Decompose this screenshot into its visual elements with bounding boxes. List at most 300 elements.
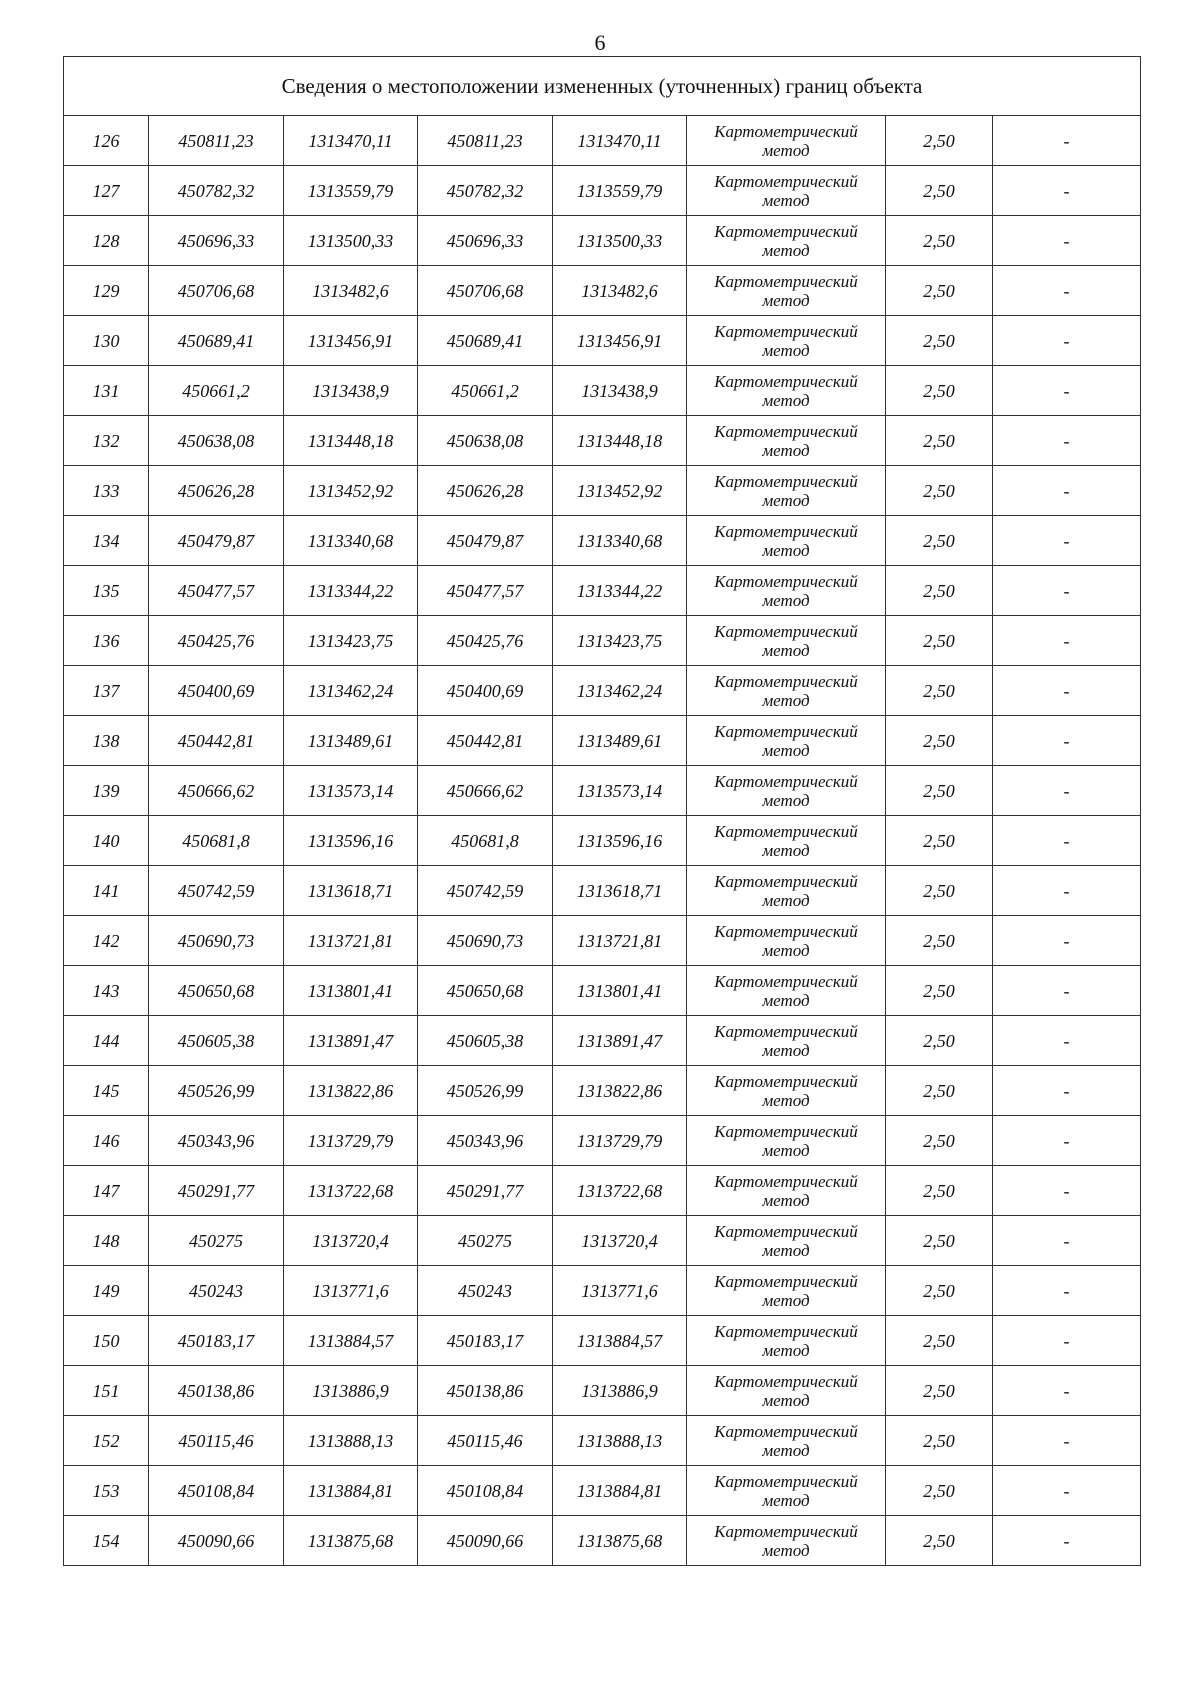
cell-existing-y: 1313438,9 bbox=[284, 366, 418, 416]
cell-refined-x: 450090,66 bbox=[418, 1516, 553, 1566]
cell-precision: 2,50 bbox=[886, 1466, 993, 1516]
cell-method bbox=[687, 566, 886, 616]
cell-refined-x: 450742,59 bbox=[418, 866, 553, 916]
cell-existing-x: 450626,28 bbox=[149, 466, 284, 516]
cell-existing-y: 1313822,86 bbox=[284, 1066, 418, 1116]
cell-method bbox=[687, 1216, 886, 1266]
cell-point-number: 136 bbox=[64, 616, 149, 666]
cell-existing-y: 1313886,9 bbox=[284, 1366, 418, 1416]
method-line-1: Картометрический bbox=[714, 1321, 858, 1341]
method-line-2: метод bbox=[762, 990, 810, 1010]
method-line-1: Картометрический bbox=[714, 1221, 858, 1241]
cell-method bbox=[687, 916, 886, 966]
cell-point-number: 135 bbox=[64, 566, 149, 616]
cell-description: - bbox=[993, 316, 1141, 366]
cell-precision: 2,50 bbox=[886, 966, 993, 1016]
cell-description: - bbox=[993, 1266, 1141, 1316]
cell-refined-x: 450243 bbox=[418, 1266, 553, 1316]
cell-point-number: 150 bbox=[64, 1316, 149, 1366]
cell-precision: 2,50 bbox=[886, 1016, 993, 1066]
cell-existing-x: 450650,68 bbox=[149, 966, 284, 1016]
method-line-2: метод bbox=[762, 790, 810, 810]
cell-refined-y: 1313482,6 bbox=[553, 266, 687, 316]
cell-existing-y: 1313500,33 bbox=[284, 216, 418, 266]
cell-point-number: 126 bbox=[64, 116, 149, 166]
cell-existing-y: 1313489,61 bbox=[284, 716, 418, 766]
method-line-1: Картометрический bbox=[714, 1421, 858, 1441]
cell-description: - bbox=[993, 1416, 1141, 1466]
method-line-2: метод bbox=[762, 1040, 810, 1060]
cell-refined-y: 1313722,68 bbox=[553, 1166, 687, 1216]
cell-method bbox=[687, 316, 886, 366]
table-row bbox=[64, 766, 1141, 816]
cell-point-number: 154 bbox=[64, 1516, 149, 1566]
cell-precision: 2,50 bbox=[886, 1316, 993, 1366]
method-line-1: Картометрический bbox=[714, 121, 858, 141]
cell-method bbox=[687, 416, 886, 466]
cell-method bbox=[687, 716, 886, 766]
method-line-2: метод bbox=[762, 1190, 810, 1210]
cell-refined-y: 1313470,11 bbox=[553, 116, 687, 166]
cell-precision: 2,50 bbox=[886, 216, 993, 266]
cell-method bbox=[687, 1016, 886, 1066]
table-row bbox=[64, 1166, 1141, 1216]
cell-point-number: 151 bbox=[64, 1366, 149, 1416]
cell-refined-y: 1313438,9 bbox=[553, 366, 687, 416]
cell-method bbox=[687, 866, 886, 916]
method-line-2: метод bbox=[762, 390, 810, 410]
cell-existing-x: 450183,17 bbox=[149, 1316, 284, 1366]
table-row bbox=[64, 966, 1141, 1016]
cell-refined-y: 1313771,6 bbox=[553, 1266, 687, 1316]
cell-existing-y: 1313559,79 bbox=[284, 166, 418, 216]
cell-existing-y: 1313344,22 bbox=[284, 566, 418, 616]
cell-method bbox=[687, 1516, 886, 1566]
cell-refined-x: 450690,73 bbox=[418, 916, 553, 966]
cell-precision: 2,50 bbox=[886, 166, 993, 216]
method-line-1: Картометрический bbox=[714, 621, 858, 641]
cell-existing-x: 450108,84 bbox=[149, 1466, 284, 1516]
cell-existing-y: 1313888,13 bbox=[284, 1416, 418, 1466]
method-line-1: Картометрический bbox=[714, 221, 858, 241]
method-line-2: метод bbox=[762, 490, 810, 510]
cell-refined-x: 450291,77 bbox=[418, 1166, 553, 1216]
cell-existing-y: 1313423,75 bbox=[284, 616, 418, 666]
method-line-2: метод bbox=[762, 1390, 810, 1410]
table-row bbox=[64, 1266, 1141, 1316]
cell-method bbox=[687, 1366, 886, 1416]
cell-existing-y: 1313884,57 bbox=[284, 1316, 418, 1366]
cell-refined-x: 450638,08 bbox=[418, 416, 553, 466]
cell-precision: 2,50 bbox=[886, 366, 993, 416]
cell-point-number: 148 bbox=[64, 1216, 149, 1266]
cell-description: - bbox=[993, 966, 1141, 1016]
cell-refined-y: 1313452,92 bbox=[553, 466, 687, 516]
cell-method bbox=[687, 666, 886, 716]
table-row bbox=[64, 366, 1141, 416]
cell-existing-x: 450090,66 bbox=[149, 1516, 284, 1566]
method-line-1: Картометрический bbox=[714, 971, 858, 991]
cell-refined-x: 450650,68 bbox=[418, 966, 553, 1016]
cell-refined-x: 450811,23 bbox=[418, 116, 553, 166]
cell-refined-x: 450442,81 bbox=[418, 716, 553, 766]
method-line-2: метод bbox=[762, 440, 810, 460]
cell-refined-y: 1313573,14 bbox=[553, 766, 687, 816]
cell-point-number: 143 bbox=[64, 966, 149, 1016]
cell-refined-y: 1313721,81 bbox=[553, 916, 687, 966]
boundary-coordinates-table bbox=[63, 56, 1141, 1566]
method-line-1: Картометрический bbox=[714, 821, 858, 841]
cell-method bbox=[687, 766, 886, 816]
cell-existing-x: 450605,38 bbox=[149, 1016, 284, 1066]
method-line-2: метод bbox=[762, 290, 810, 310]
cell-point-number: 140 bbox=[64, 816, 149, 866]
method-line-2: метод bbox=[762, 1290, 810, 1310]
table-row bbox=[64, 1516, 1141, 1566]
table-row bbox=[64, 616, 1141, 666]
method-line-2: метод bbox=[762, 640, 810, 660]
method-line-1: Картометрический bbox=[714, 1021, 858, 1041]
method-line-2: метод bbox=[762, 1240, 810, 1260]
cell-refined-x: 450275 bbox=[418, 1216, 553, 1266]
cell-method bbox=[687, 216, 886, 266]
cell-point-number: 144 bbox=[64, 1016, 149, 1066]
cell-point-number: 145 bbox=[64, 1066, 149, 1116]
cell-existing-x: 450425,76 bbox=[149, 616, 284, 666]
cell-existing-y: 1313573,14 bbox=[284, 766, 418, 816]
cell-point-number: 137 bbox=[64, 666, 149, 716]
cell-refined-y: 1313344,22 bbox=[553, 566, 687, 616]
cell-refined-x: 450706,68 bbox=[418, 266, 553, 316]
method-line-2: метод bbox=[762, 1340, 810, 1360]
cell-point-number: 134 bbox=[64, 516, 149, 566]
cell-description: - bbox=[993, 1016, 1141, 1066]
cell-refined-y: 1313888,13 bbox=[553, 1416, 687, 1466]
cell-existing-y: 1313720,4 bbox=[284, 1216, 418, 1266]
cell-refined-y: 1313500,33 bbox=[553, 216, 687, 266]
cell-existing-x: 450742,59 bbox=[149, 866, 284, 916]
method-line-2: метод bbox=[762, 740, 810, 760]
cell-description: - bbox=[993, 516, 1141, 566]
cell-description: - bbox=[993, 766, 1141, 816]
cell-precision: 2,50 bbox=[886, 566, 993, 616]
cell-existing-x: 450661,2 bbox=[149, 366, 284, 416]
cell-point-number: 142 bbox=[64, 916, 149, 966]
cell-existing-y: 1313721,81 bbox=[284, 916, 418, 966]
method-line-1: Картометрический bbox=[714, 1071, 858, 1091]
cell-refined-x: 450626,28 bbox=[418, 466, 553, 516]
cell-description: - bbox=[993, 216, 1141, 266]
table-row bbox=[64, 1366, 1141, 1416]
cell-description: - bbox=[993, 666, 1141, 716]
cell-point-number: 129 bbox=[64, 266, 149, 316]
cell-refined-y: 1313596,16 bbox=[553, 816, 687, 866]
cell-precision: 2,50 bbox=[886, 1266, 993, 1316]
method-line-2: метод bbox=[762, 240, 810, 260]
method-line-1: Картометрический bbox=[714, 371, 858, 391]
cell-description: - bbox=[993, 1516, 1141, 1566]
table-row bbox=[64, 466, 1141, 516]
cell-method bbox=[687, 516, 886, 566]
cell-point-number: 139 bbox=[64, 766, 149, 816]
cell-existing-y: 1313462,24 bbox=[284, 666, 418, 716]
cell-point-number: 127 bbox=[64, 166, 149, 216]
cell-refined-y: 1313462,24 bbox=[553, 666, 687, 716]
method-line-1: Картометрический bbox=[714, 1121, 858, 1141]
cell-existing-x: 450479,87 bbox=[149, 516, 284, 566]
cell-existing-y: 1313722,68 bbox=[284, 1166, 418, 1216]
cell-precision: 2,50 bbox=[886, 816, 993, 866]
method-line-1: Картометрический bbox=[714, 1171, 858, 1191]
table-row bbox=[64, 416, 1141, 466]
method-line-1: Картометрический bbox=[714, 1471, 858, 1491]
cell-method bbox=[687, 1166, 886, 1216]
table-row bbox=[64, 1066, 1141, 1116]
cell-description: - bbox=[993, 866, 1141, 916]
cell-precision: 2,50 bbox=[886, 1116, 993, 1166]
cell-precision: 2,50 bbox=[886, 916, 993, 966]
cell-precision: 2,50 bbox=[886, 866, 993, 916]
cell-precision: 2,50 bbox=[886, 1166, 993, 1216]
method-line-2: метод bbox=[762, 690, 810, 710]
cell-refined-y: 1313884,81 bbox=[553, 1466, 687, 1516]
cell-precision: 2,50 bbox=[886, 116, 993, 166]
cell-description: - bbox=[993, 916, 1141, 966]
method-line-1: Картометрический bbox=[714, 721, 858, 741]
cell-existing-x: 450706,68 bbox=[149, 266, 284, 316]
cell-description: - bbox=[993, 816, 1141, 866]
cell-refined-x: 450681,8 bbox=[418, 816, 553, 866]
cell-precision: 2,50 bbox=[886, 616, 993, 666]
cell-refined-x: 450782,32 bbox=[418, 166, 553, 216]
cell-refined-y: 1313720,4 bbox=[553, 1216, 687, 1266]
cell-description: - bbox=[993, 266, 1141, 316]
cell-existing-y: 1313470,11 bbox=[284, 116, 418, 166]
cell-refined-y: 1313822,86 bbox=[553, 1066, 687, 1116]
method-line-1: Картометрический bbox=[714, 171, 858, 191]
cell-point-number: 138 bbox=[64, 716, 149, 766]
cell-existing-y: 1313596,16 bbox=[284, 816, 418, 866]
method-line-2: метод bbox=[762, 590, 810, 610]
cell-existing-y: 1313456,91 bbox=[284, 316, 418, 366]
cell-method bbox=[687, 1116, 886, 1166]
cell-refined-y: 1313448,18 bbox=[553, 416, 687, 466]
cell-method bbox=[687, 1066, 886, 1116]
method-line-2: метод bbox=[762, 840, 810, 860]
table-row bbox=[64, 1316, 1141, 1366]
cell-existing-x: 450442,81 bbox=[149, 716, 284, 766]
cell-refined-y: 1313801,41 bbox=[553, 966, 687, 1016]
method-line-2: метод bbox=[762, 140, 810, 160]
method-line-2: метод bbox=[762, 890, 810, 910]
method-line-2: метод bbox=[762, 190, 810, 210]
method-line-2: метод bbox=[762, 540, 810, 560]
cell-existing-y: 1313340,68 bbox=[284, 516, 418, 566]
table-row bbox=[64, 516, 1141, 566]
cell-point-number: 133 bbox=[64, 466, 149, 516]
cell-existing-y: 1313452,92 bbox=[284, 466, 418, 516]
table-row bbox=[64, 916, 1141, 966]
cell-method bbox=[687, 266, 886, 316]
cell-description: - bbox=[993, 416, 1141, 466]
cell-method bbox=[687, 466, 886, 516]
method-line-2: метод bbox=[762, 1140, 810, 1160]
cell-existing-x: 450811,23 bbox=[149, 116, 284, 166]
table-row bbox=[64, 1416, 1141, 1466]
cell-refined-x: 450661,2 bbox=[418, 366, 553, 416]
cell-refined-x: 450108,84 bbox=[418, 1466, 553, 1516]
method-line-1: Картометрический bbox=[714, 271, 858, 291]
cell-refined-y: 1313884,57 bbox=[553, 1316, 687, 1366]
cell-existing-x: 450115,46 bbox=[149, 1416, 284, 1466]
cell-refined-y: 1313423,75 bbox=[553, 616, 687, 666]
cell-existing-x: 450400,69 bbox=[149, 666, 284, 716]
cell-description: - bbox=[993, 116, 1141, 166]
method-line-2: метод bbox=[762, 1090, 810, 1110]
cell-existing-y: 1313771,6 bbox=[284, 1266, 418, 1316]
cell-refined-x: 450138,86 bbox=[418, 1366, 553, 1416]
table-row bbox=[64, 666, 1141, 716]
cell-method bbox=[687, 1416, 886, 1466]
cell-existing-x: 450666,62 bbox=[149, 766, 284, 816]
method-line-1: Картометрический bbox=[714, 571, 858, 591]
method-line-1: Картометрический bbox=[714, 671, 858, 691]
cell-refined-x: 450425,76 bbox=[418, 616, 553, 666]
cell-existing-y: 1313448,18 bbox=[284, 416, 418, 466]
cell-refined-x: 450696,33 bbox=[418, 216, 553, 266]
cell-description: - bbox=[993, 1116, 1141, 1166]
method-line-1: Картометрический bbox=[714, 771, 858, 791]
cell-precision: 2,50 bbox=[886, 1366, 993, 1416]
cell-point-number: 130 bbox=[64, 316, 149, 366]
cell-description: - bbox=[993, 616, 1141, 666]
cell-existing-y: 1313891,47 bbox=[284, 1016, 418, 1066]
cell-method bbox=[687, 166, 886, 216]
table-row bbox=[64, 716, 1141, 766]
cell-method bbox=[687, 1316, 886, 1366]
table-row bbox=[64, 1466, 1141, 1516]
cell-point-number: 149 bbox=[64, 1266, 149, 1316]
cell-point-number: 147 bbox=[64, 1166, 149, 1216]
table-row bbox=[64, 316, 1141, 366]
cell-refined-x: 450605,38 bbox=[418, 1016, 553, 1066]
cell-description: - bbox=[993, 366, 1141, 416]
cell-existing-y: 1313618,71 bbox=[284, 866, 418, 916]
method-line-1: Картометрический bbox=[714, 321, 858, 341]
method-line-1: Картометрический bbox=[714, 1521, 858, 1541]
table-row bbox=[64, 866, 1141, 916]
cell-existing-x: 450638,08 bbox=[149, 416, 284, 466]
cell-refined-x: 450479,87 bbox=[418, 516, 553, 566]
cell-precision: 2,50 bbox=[886, 1066, 993, 1116]
method-line-1: Картометрический bbox=[714, 921, 858, 941]
cell-method bbox=[687, 966, 886, 1016]
cell-existing-y: 1313729,79 bbox=[284, 1116, 418, 1166]
page-number: 6 bbox=[594, 30, 606, 55]
cell-description: - bbox=[993, 1066, 1141, 1116]
cell-existing-y: 1313875,68 bbox=[284, 1516, 418, 1566]
cell-description: - bbox=[993, 1466, 1141, 1516]
cell-precision: 2,50 bbox=[886, 466, 993, 516]
method-line-2: метод bbox=[762, 1540, 810, 1560]
table-title-row bbox=[64, 57, 1141, 116]
cell-method bbox=[687, 366, 886, 416]
cell-existing-x: 450782,32 bbox=[149, 166, 284, 216]
cell-point-number: 132 bbox=[64, 416, 149, 466]
table-body bbox=[64, 57, 1141, 1566]
cell-precision: 2,50 bbox=[886, 1416, 993, 1466]
cell-existing-y: 1313801,41 bbox=[284, 966, 418, 1016]
table-row bbox=[64, 266, 1141, 316]
cell-existing-x: 450681,8 bbox=[149, 816, 284, 866]
cell-method bbox=[687, 1266, 886, 1316]
cell-existing-x: 450291,77 bbox=[149, 1166, 284, 1216]
cell-refined-x: 450526,99 bbox=[418, 1066, 553, 1116]
cell-point-number: 128 bbox=[64, 216, 149, 266]
cell-point-number: 152 bbox=[64, 1416, 149, 1466]
cell-existing-y: 1313482,6 bbox=[284, 266, 418, 316]
cell-existing-x: 450243 bbox=[149, 1266, 284, 1316]
cell-precision: 2,50 bbox=[886, 716, 993, 766]
cell-method bbox=[687, 816, 886, 866]
table-title: Сведения о местоположении измененных (уточненных) границ объекта bbox=[64, 57, 1141, 116]
cell-precision: 2,50 bbox=[886, 516, 993, 566]
cell-refined-x: 450689,41 bbox=[418, 316, 553, 366]
table-row bbox=[64, 166, 1141, 216]
cell-refined-x: 450183,17 bbox=[418, 1316, 553, 1366]
cell-refined-x: 450666,62 bbox=[418, 766, 553, 816]
method-line-1: Картометрический bbox=[714, 1371, 858, 1391]
cell-precision: 2,50 bbox=[886, 316, 993, 366]
cell-refined-y: 1313456,91 bbox=[553, 316, 687, 366]
cell-point-number: 146 bbox=[64, 1116, 149, 1166]
cell-existing-x: 450689,41 bbox=[149, 316, 284, 366]
cell-precision: 2,50 bbox=[886, 416, 993, 466]
cell-method bbox=[687, 1466, 886, 1516]
cell-description: - bbox=[993, 1216, 1141, 1266]
method-line-2: метод bbox=[762, 1440, 810, 1460]
cell-refined-y: 1313875,68 bbox=[553, 1516, 687, 1566]
cell-point-number: 131 bbox=[64, 366, 149, 416]
method-line-1: Картометрический bbox=[714, 471, 858, 491]
cell-refined-x: 450400,69 bbox=[418, 666, 553, 716]
cell-refined-y: 1313891,47 bbox=[553, 1016, 687, 1066]
cell-existing-x: 450343,96 bbox=[149, 1116, 284, 1166]
method-line-1: Картометрический bbox=[714, 871, 858, 891]
method-line-1: Картометрический bbox=[714, 421, 858, 441]
table-row bbox=[64, 1216, 1141, 1266]
table-row bbox=[64, 816, 1141, 866]
cell-description: - bbox=[993, 466, 1141, 516]
cell-refined-y: 1313489,61 bbox=[553, 716, 687, 766]
cell-description: - bbox=[993, 566, 1141, 616]
cell-precision: 2,50 bbox=[886, 1516, 993, 1566]
cell-existing-x: 450138,86 bbox=[149, 1366, 284, 1416]
cell-precision: 2,50 bbox=[886, 1216, 993, 1266]
cell-existing-x: 450690,73 bbox=[149, 916, 284, 966]
cell-point-number: 153 bbox=[64, 1466, 149, 1516]
cell-refined-x: 450477,57 bbox=[418, 566, 553, 616]
cell-method bbox=[687, 616, 886, 666]
cell-precision: 2,50 bbox=[886, 666, 993, 716]
cell-precision: 2,50 bbox=[886, 766, 993, 816]
method-line-2: метод bbox=[762, 1490, 810, 1510]
cell-existing-x: 450275 bbox=[149, 1216, 284, 1266]
cell-refined-y: 1313559,79 bbox=[553, 166, 687, 216]
cell-refined-x: 450115,46 bbox=[418, 1416, 553, 1466]
method-line-2: метод bbox=[762, 340, 810, 360]
cell-description: - bbox=[993, 166, 1141, 216]
